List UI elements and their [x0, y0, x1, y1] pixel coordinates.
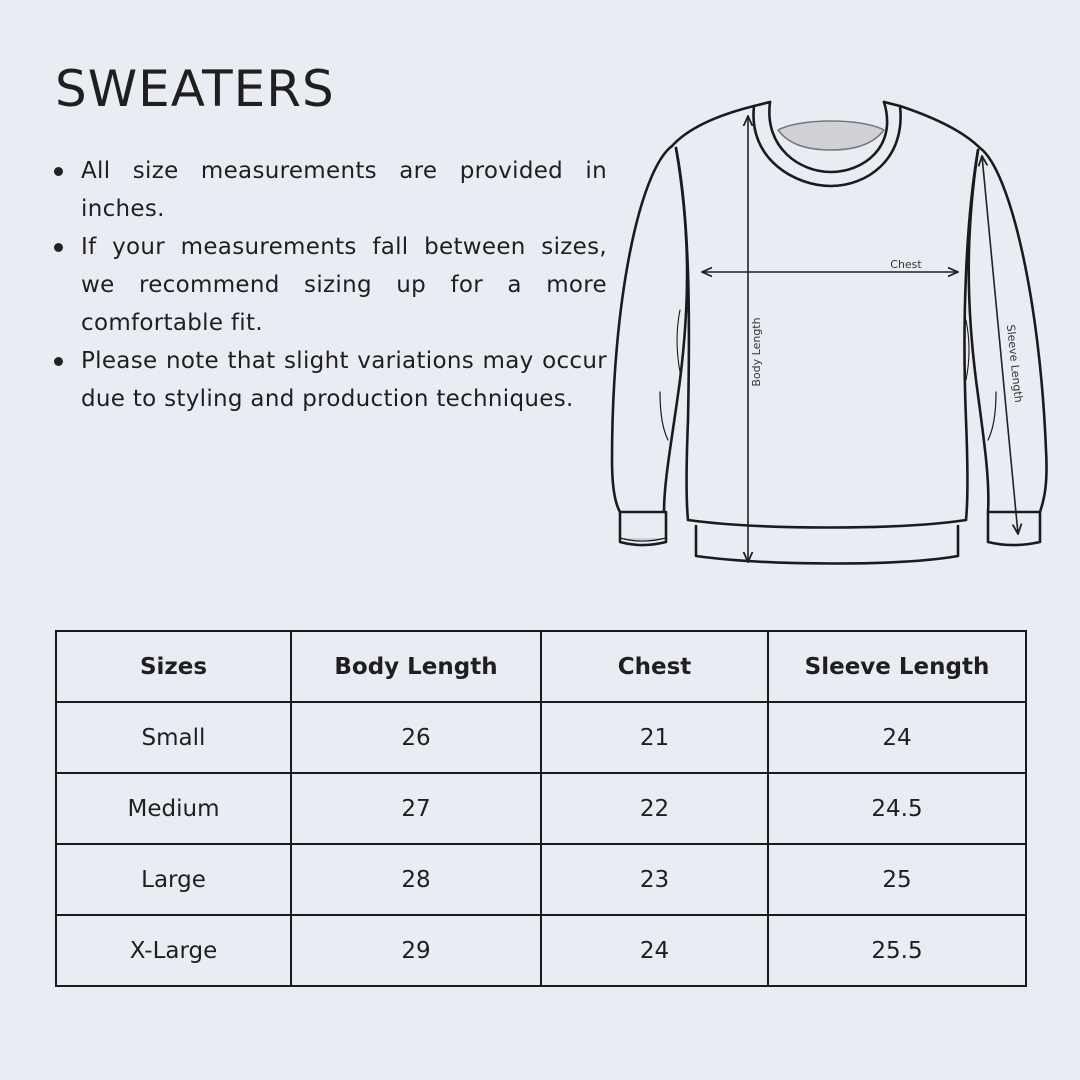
- note-item: [52, 342, 607, 418]
- note-text: Please note that slight variations may occur due to styling and production techniques.: [81, 348, 607, 412]
- sleeve-length-cell: 25.5: [768, 915, 1026, 986]
- chest-cell: 21: [541, 702, 768, 773]
- sweater-measurement-diagram: [600, 90, 1060, 570]
- size-cell: X-Large: [56, 915, 291, 986]
- body-length-cell: 28: [291, 844, 541, 915]
- sleeve-length-cell: 25: [768, 844, 1026, 915]
- note-item: [52, 152, 607, 228]
- note-item: [52, 228, 607, 342]
- table-row: [56, 915, 1026, 986]
- left-sleeve: [612, 146, 672, 512]
- header-sizes: Sizes: [56, 631, 291, 702]
- chest-cell: 22: [541, 773, 768, 844]
- sleeve-length-cell: 24.5: [768, 773, 1026, 844]
- bullet-icon: [54, 243, 63, 252]
- table-row: [56, 844, 1026, 915]
- size-cell: Small: [56, 702, 291, 773]
- header-body-length: Body Length: [291, 631, 541, 702]
- table-row: [56, 702, 1026, 773]
- sleeve-length-cell: 24: [768, 702, 1026, 773]
- table-header-row: [56, 631, 1026, 702]
- sleeve-length-label: Sleeve Length: [1003, 324, 1026, 404]
- chest-label: Chest: [890, 258, 922, 271]
- chest-cell: 23: [541, 844, 768, 915]
- header-sleeve-length: Sleeve Length: [768, 631, 1026, 702]
- note-text: All size measurements are provided in inches.: [81, 158, 607, 222]
- size-cell: Medium: [56, 773, 291, 844]
- body-length-cell: 27: [291, 773, 541, 844]
- bullet-icon: [54, 167, 63, 176]
- size-chart-table: [55, 630, 1027, 987]
- size-notes-list: [52, 152, 607, 418]
- body-length-label: Body Length: [750, 317, 763, 387]
- header-chest: Chest: [541, 631, 768, 702]
- chest-cell: 24: [541, 915, 768, 986]
- body-length-cell: 29: [291, 915, 541, 986]
- waistband: [696, 526, 958, 564]
- page-title: SWEATERS: [55, 60, 335, 118]
- note-text: If your measurements fall between sizes, we recommend sizing up for a more comfortable fit.: [81, 234, 607, 336]
- table-row: [56, 773, 1026, 844]
- size-cell: Large: [56, 844, 291, 915]
- bullet-icon: [54, 357, 63, 366]
- body-length-cell: 26: [291, 702, 541, 773]
